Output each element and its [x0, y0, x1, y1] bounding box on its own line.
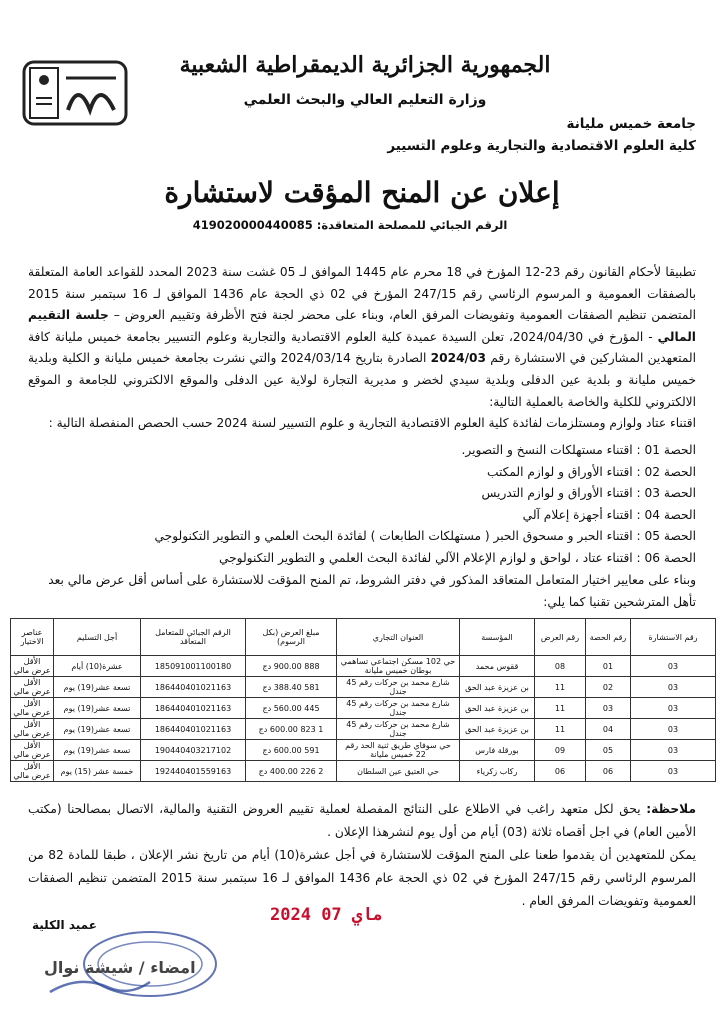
table-cell: تسعة عشر(19) يوم	[54, 740, 141, 761]
table-cell: 185091001100180	[141, 656, 246, 677]
table-cell: شارع محمد بن حركات رقم 45 جندل	[337, 698, 460, 719]
table-header: المؤسسة	[460, 619, 535, 656]
table-cell: 01	[586, 656, 631, 677]
table-cell: الأقل عرض مالي	[11, 740, 54, 761]
table-cell: 03	[631, 740, 716, 761]
ministry-heading: وزارة التعليم العالي والبحث العلمي	[243, 92, 487, 108]
table-cell: شارع محمد بن حركات رقم 45 جندل	[337, 677, 460, 698]
table-row	[11, 740, 716, 761]
republic-heading: الجمهورية الجزائرية الديمقراطية الشعبية	[179, 52, 551, 78]
lots-list	[28, 440, 696, 570]
table-cell: 581 388.40 دج	[246, 677, 337, 698]
table-cell: 09	[535, 740, 586, 761]
table-cell: 591 600.00 دج	[246, 740, 337, 761]
table-row	[11, 719, 716, 740]
note-text: يحق لكل متعهد راغب في الاطلاع على النتائج المفصلة لعملية تقييم العروض التقنية والمالية، الاتصال بمصالحنا (مكتب الأمين العام) في اجل أقصاه ثلاثة (03) أيام من أول يوم لنشرهذا الإعلان .	[28, 802, 696, 839]
lot-item: الحصة 01 : اقتناء مستهلكات النسخ و التصوير.	[461, 443, 696, 457]
table-cell: 888 900.00 دج	[246, 656, 337, 677]
table-header: عناصر الاختيار	[11, 619, 54, 656]
table-cell: 190440403217102	[141, 740, 246, 761]
university-logo-icon	[20, 58, 130, 128]
notes-section	[28, 798, 696, 913]
table-cell: 06	[586, 761, 631, 782]
table-cell: 03	[631, 719, 716, 740]
body-text-segment: تطبيقا لأحكام القانون رقم 23-12 المؤرخ في 18 محرم عام 1445 الموافق لـ 05 غشت سنة 2023 المحدد للقواعد العامة المتعلقة بالصفقات العمومية و المرسوم الرئاسي رقم 247/15 المؤرخ في 02 ذي الحجة عام 1436 الموافق لـ 16 سبتمبر سنة 2015 المتضمن تنظيم الصفقات العمومية وتفويضات المرفق العام، وبناء على محضر لجنة فتح الأظرفة وتقييم العروض –	[28, 265, 696, 323]
body-paragraph-1	[28, 262, 696, 413]
table-cell: حي 102 مسكن اجتماعي تساهمي بوطان خميس مليانة	[337, 656, 460, 677]
table-cell: بن عزيزة عبد الحق	[460, 677, 535, 698]
university-name: جامعة خميس مليانة	[566, 116, 696, 132]
table-row	[11, 656, 716, 677]
table-cell: 2 226 400.00 دج	[246, 761, 337, 782]
table-cell: 06	[535, 761, 586, 782]
table-cell: 03	[631, 656, 716, 677]
table-cell: 03	[631, 761, 716, 782]
body-bold-segment: جلسة التقييم المالي	[28, 308, 696, 344]
table-row	[11, 761, 716, 782]
table-cell: تسعة عشر(19) يوم	[54, 677, 141, 698]
table-cell: 03	[631, 698, 716, 719]
note-1	[28, 798, 696, 844]
table-cell: 02	[586, 677, 631, 698]
table-cell: الأقل عرض مالي	[11, 656, 54, 677]
table-header: رقم الاستشارة	[631, 619, 716, 656]
table-cell: ركاب زكرياء	[460, 761, 535, 782]
lot-item: الحصة 02 : اقتناء الأوراق و لوازم المكتب	[486, 464, 696, 479]
fiscal-number: الرقم الجبائي للمصلحة المتعاقدة: 419020000440085	[192, 218, 508, 232]
table-cell: الأقل عرض مالي	[11, 677, 54, 698]
award-basis-text: وبناء على معايير اختيار المتعامل المتعاقد المذكور في دفتر الشروط، تم المنح المؤقت للاستشارة على أساس أقل عرض مالي بعد تأهل المترشحين تقنيا كما يلي:	[48, 573, 696, 609]
lot-item: الحصة 03 : اقتناء الأوراق و لوازم التدريس	[481, 486, 696, 501]
table-row	[11, 698, 716, 719]
table-cell: الأقل عرض مالي	[11, 719, 54, 740]
table-cell: 192440401559163	[141, 761, 246, 782]
table-cell: 186440401021163	[141, 698, 246, 719]
table-cell: 186440401021163	[141, 719, 246, 740]
table-cell: ققوس محمد	[460, 656, 535, 677]
table-cell: شارع محمد بن حركات رقم 45 جندل	[337, 719, 460, 740]
table-cell: حي سوفاي طريق ثنية الحد رقم 22 خميس مليانة	[337, 740, 460, 761]
table-cell: 186440401021163	[141, 677, 246, 698]
table-cell: خمسة عشر (15) يوم	[54, 761, 141, 782]
body-text-segment: - المؤرخ في 2024/04/30، تعلن السيدة عميدة كلية العلوم الاقتصادية والتجارية وعلوم التسيير بجامعة خميس مليانة كافة المتعهدين المشاركين في الاستشارة رقم	[28, 329, 696, 366]
table-header: رقم الحصة	[586, 619, 631, 656]
table-header: العنوان التجاري	[337, 619, 460, 656]
table-cell: 03	[586, 698, 631, 719]
award-table	[10, 618, 716, 782]
table-cell: حي العتيق عين السلطان	[337, 761, 460, 782]
announcement-body	[28, 262, 696, 435]
consultation-number: 2024/03	[430, 351, 487, 366]
lot-item: الحصة 04 : اقتناء أجهزة إعلام آلي	[522, 507, 696, 522]
table-header-row	[11, 619, 716, 656]
table-cell: تسعة عشر(19) يوم	[54, 719, 141, 740]
table-cell: 11	[535, 677, 586, 698]
table-header: رقم العرض	[535, 619, 586, 656]
table-cell: بن عزيزة عبد الحق	[460, 698, 535, 719]
lot-item: الحصة 06 : اقتناء عتاد ، لواحق و لوازم الإعلام الآلي لفائدة البحث العلمي و التطوير التكنولوجي	[218, 550, 696, 565]
table-cell: 1 823 600.00 دج	[246, 719, 337, 740]
body-paragraph-2: اقتناء عتاد ولوازم ومستلزمات لفائدة كلية العلوم الاقتصادية التجارية و علوم التسيير لسنة 2024 حسب الحصص المنفصلة التالية :	[48, 416, 696, 431]
body-text-segment: الصادرة بتاريخ 2024/03/14 والتي نشرت بجامعة خميس مليانة و الكلية وبلدية خميس مليانة و بلدية عين الدفلى وبلدية سيدي لخضر و مديرية التجارة لولاية عين الدفلى والموقع الالكتروني للجامعة و الموقع الالكتروني للكلية والخاصة بالعملية التالية:	[28, 351, 696, 409]
table-cell: الأقل عرض مالي	[11, 698, 54, 719]
table-row	[11, 677, 716, 698]
table-header: أجل التسليم	[54, 619, 141, 656]
table-cell: 08	[535, 656, 586, 677]
table-cell: الأقل عرض مالي	[11, 761, 54, 782]
dean-label: عميد الكلية	[32, 918, 97, 932]
table-cell: بورقلة فارس	[460, 740, 535, 761]
table-cell: 445 560.00 دج	[246, 698, 337, 719]
table-header: مبلغ العرض (بكل الرسوم)	[246, 619, 337, 656]
table-cell: بن عزيزة عبد الحق	[460, 719, 535, 740]
note-label: ملاحظة:	[646, 802, 696, 816]
announcement-title: إعلان عن المنح المؤقت لاستشارة	[164, 176, 560, 209]
table-cell: 04	[586, 719, 631, 740]
lot-item: الحصة 05 : اقتناء الحبر و مسحوق الحبر ( مستهلكات الطابعات ) لفائدة البحث العلمي و التطوير التكنولوجي	[154, 529, 696, 544]
table-cell: 11	[535, 698, 586, 719]
table-cell: 03	[631, 677, 716, 698]
note-2: يمكن للمتعهدين أن يقدموا طعنا على المنح المؤقت للاستشارة في أجل عشرة(10) أيام من تاريخ نشر الإعلان ، طبقا للمادة 82 من المرسوم الرئاسي رقم 247/15 المؤرخ في 02 ذي الحجة عام 1436 الموافق لـ 16 سبتمبر سنة 2015 المتضمن تنظيم الصفقات العمومية وتفويضات المرفق العام .	[28, 848, 696, 908]
table-cell: 11	[535, 719, 586, 740]
signature-name: امضاء / شيشة نوال	[44, 958, 196, 977]
table-header: الرقم الجبائي للمتعامل المتعاقد	[141, 619, 246, 656]
table-cell: 05	[586, 740, 631, 761]
date-stamp: 2024 ماي 07	[270, 905, 383, 925]
table-cell: عشرة(10) أيام	[54, 656, 141, 677]
table-cell: تسعة عشر(19) يوم	[54, 698, 141, 719]
faculty-name: كلية العلوم الاقتصادية والتجارية وعلوم التسيير	[387, 138, 696, 154]
